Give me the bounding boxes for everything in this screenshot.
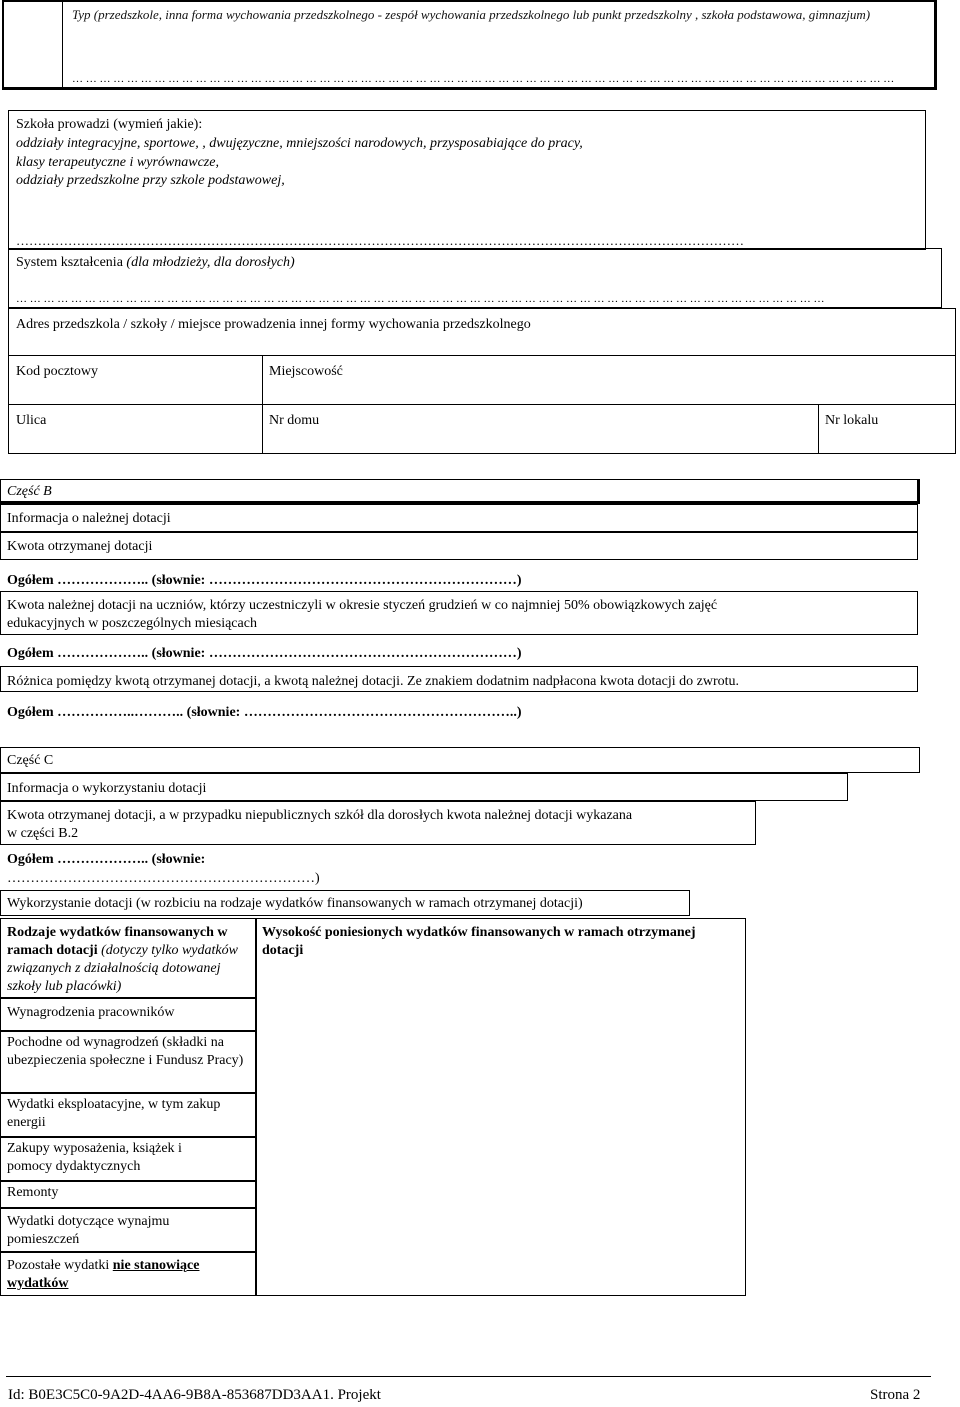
part-c-received-line-1: Kwota otrzymanej dotacji, a w przypadku niepublicznych szkół dla dorosłych kwota należnej dotacji wykazana <box>7 808 633 823</box>
part-b-total-1[interactable]: Ogółem ……………….. (słownie: …………………………………………………………) <box>7 573 522 588</box>
expense-row-6: Wydatki dotyczące wynajmu pomieszczeń <box>7 1214 170 1247</box>
expense-row-7-prefix: Pozostałe wydatki <box>7 1258 110 1273</box>
expenses-col1-header <box>7 924 252 996</box>
type-dots[interactable]: … … … … … … … … … … … … … … … … … … … … … … … … … … … … … … … … … … … … … … … … … … … … … … … … … … … … … … … … … … … … <box>72 73 895 85</box>
system-label <box>16 254 295 272</box>
school-title: Szkoła prowadzi (wymień jakie): <box>16 117 203 132</box>
part-b-title: Część B <box>7 484 52 499</box>
expense-row-5: Remonty <box>7 1185 59 1200</box>
part-c-usage: Wykorzystanie dotacji (w rozbiciu na rodzaje wydatków finansowanych w ramach otrzymanej dotacji) <box>7 896 583 911</box>
type-label: Typ (przedszkole, inna forma wychowania przedszkolnego - zespół wychowania przedszkolnego lub punkt przedszkolny , szkoła podstawowa, gimnazjum) <box>72 7 871 22</box>
city-field[interactable]: Miejscowość <box>269 364 343 379</box>
system-dots[interactable]: … … … … … … … … … … … … … … … … … … … … … … … … … … … … … … … … … … … … … … … … … … … … … … … … … … … … … … … … … … … <box>16 293 825 305</box>
part-b-diff: Różnica pomiędzy kwotą otrzymanej dotacji, a kwotą należnej dotacji. Ze znakiem dodatnim nadpłacona kwota dotacji do zwrotu. <box>7 674 740 689</box>
part-b-due-line-2: edukacyjnych w poszczególnych miesiącach <box>7 616 257 631</box>
expense-row-3: Wydatki eksploatacyjne, w tym zakup energii <box>7 1097 221 1130</box>
part-b-total-2[interactable]: Ogółem ……………….. (słownie: …………………………………………………………) <box>7 646 522 661</box>
expenses-col2-header: Wysokość poniesionych wydatków finansowanych w ramach otrzymanej dotacji <box>262 925 696 958</box>
footer-page: Strona 2 <box>870 1387 921 1403</box>
expense-row-7-bold: nie stanowiące wydatków <box>7 1258 200 1291</box>
school-line-1: oddziały integracyjne, sportowe, , dwujęzyczne, mniejszości narodowych, przysposabiające do pracy, <box>16 136 583 151</box>
expenses-col1-italic: (dotyczy tylko wydatków związanych z działalnością dotowanej szkoły lub placówki) <box>7 943 238 994</box>
part-b-received: Kwota otrzymanej dotacji <box>7 539 153 554</box>
street-field[interactable]: Ulica <box>16 413 47 428</box>
address-divider-1 <box>8 355 956 356</box>
address-label: Adres przedszkola / szkoły / miejsce prowadzenia innej formy wychowania przedszkolnego <box>16 317 531 332</box>
postal-code-field[interactable]: Kod pocztowy <box>16 364 99 379</box>
address-vsep-2 <box>818 404 819 454</box>
footer-id: Id: B0E3C5C0-9A2D-4AA6-9B8A-853687DD3AA1. Projekt <box>8 1387 381 1403</box>
address-divider-2 <box>8 404 956 405</box>
school-dots[interactable]: …………………………………………………………………………………………………………………………………………………… <box>16 233 744 248</box>
part-b-title-box <box>0 479 920 504</box>
unit-number-field[interactable]: Nr lokalu <box>825 413 879 428</box>
part-c-received-line-2: w części B.2 <box>7 826 79 841</box>
school-line-3: oddziały przedszkolne przy szkole podstawowej, <box>16 173 285 188</box>
expenses-col2-box <box>256 918 746 1296</box>
part-c-total-dots[interactable]: …………………………………………………………) <box>7 871 320 886</box>
part-c-title-box <box>0 747 920 773</box>
expense-row-7 <box>7 1257 247 1293</box>
expense-row-4: Zakupy wyposażenia, książek i pomocy dydaktycznych <box>7 1141 182 1174</box>
type-box-inner-line <box>62 0 63 88</box>
system-label-text: System kształcenia <box>16 255 123 270</box>
expense-row-2: Pochodne od wynagrodzeń (składki na ubezpieczenia społeczne i Fundusz Pracy) <box>7 1035 244 1068</box>
part-b-due-line-1: Kwota należnej dotacji na uczniów, którzy uczestniczyli w okresie styczeń grudzień w co najmniej 50% obowiązkowych zajęć <box>7 598 718 613</box>
part-c-title: Część C <box>7 753 54 768</box>
address-vsep-1 <box>262 355 263 454</box>
house-number-field[interactable]: Nr domu <box>269 413 320 428</box>
part-c-total-label[interactable]: Ogółem ……………….. (słownie: <box>7 852 206 867</box>
part-b-info: Informacja o należnej dotacji <box>7 511 171 526</box>
footer-rule <box>6 1376 931 1377</box>
expenses-col1-bold: Rodzaje wydatków finansowanych w ramach dotacji <box>7 925 228 958</box>
part-b-total-3[interactable]: Ogółem ……………..……….. (słownie: …………………………………………………..) <box>7 705 522 720</box>
school-line-2: klasy terapeutyczne i wyrównawcze, <box>16 155 219 170</box>
part-c-info: Informacja o wykorzystaniu dotacji <box>7 781 207 796</box>
expense-row-1: Wynagrodzenia pracowników <box>7 1005 175 1020</box>
system-label-italic: (dla młodzieży, dla dorosłych) <box>126 255 295 270</box>
